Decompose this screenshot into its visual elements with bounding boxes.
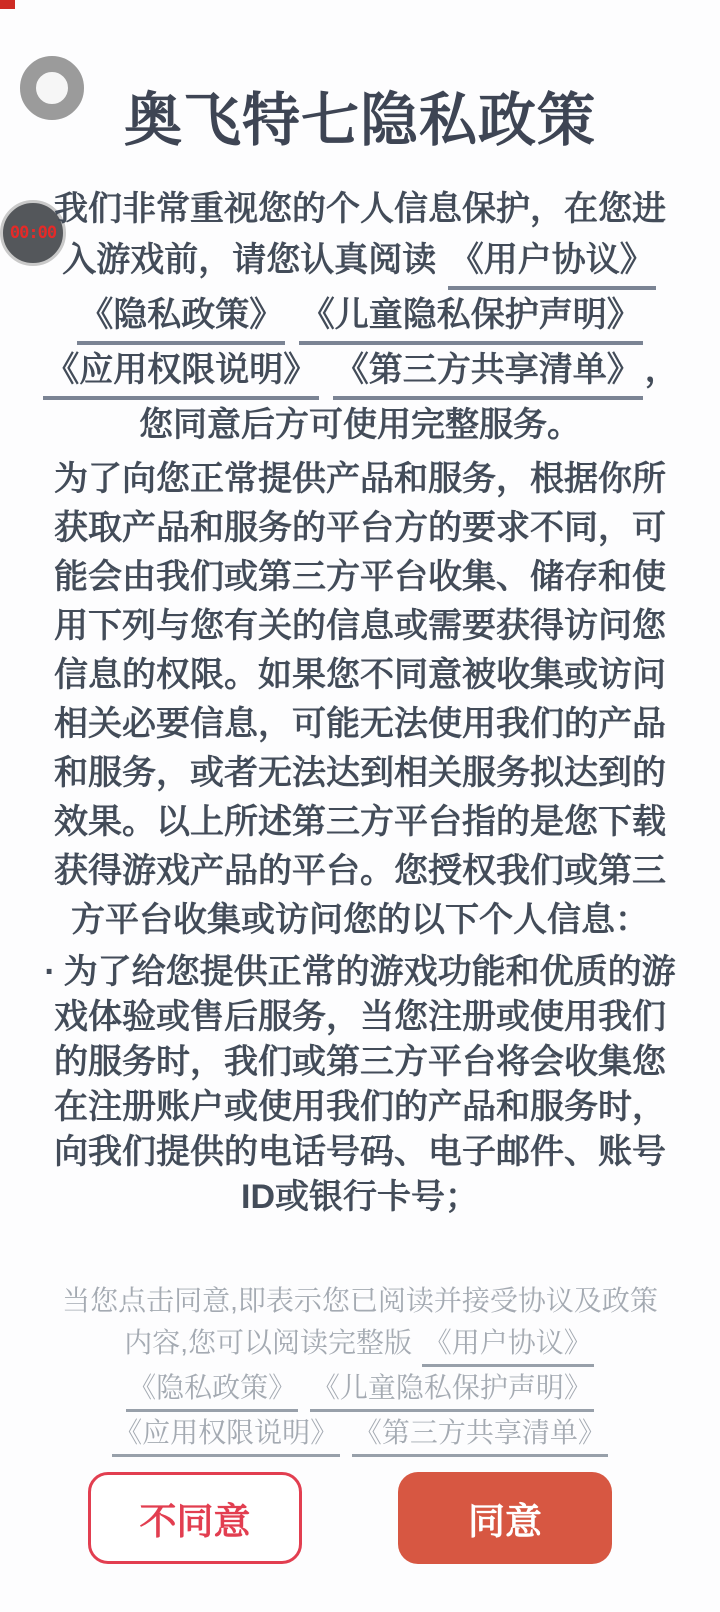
intro-paragraph (40, 184, 680, 451)
footer-link-privacy-policy[interactable]: 《隐私政策》 (126, 1367, 298, 1412)
footer-link-children-privacy-statement[interactable]: 《儿童隐私保护声明》 (310, 1367, 594, 1412)
link-privacy-policy[interactable]: 《隐私政策》 (77, 290, 285, 345)
footer-link-user-agreement[interactable]: 《用户协议》 (422, 1322, 594, 1367)
bullet-marker: · (44, 953, 56, 991)
intro-text-after: ，您同意后方可使用完整服务。 (139, 351, 679, 444)
disagree-button[interactable]: 不同意 (88, 1472, 302, 1564)
link-children-privacy-statement[interactable]: 《儿童隐私保护声明》 (299, 290, 643, 345)
recording-timer-value: 00:00 (9, 223, 57, 243)
bullet-item (40, 950, 680, 1220)
intro-text-before: 我们非常重视您的个人信息保护，在您进入游戏前，请您认真阅读 (54, 190, 666, 279)
link-user-agreement[interactable]: 《用户协议》 (448, 235, 656, 290)
record-indicator (0, 0, 15, 9)
collection-notice-paragraph: 为了向您正常提供产品和服务，根据你所获取产品和服务的平台方的要求不同，可能会由我们或第三方平台收集、储存和使用下列与您有关的信息或需要获得访问您信息的权限。如果您不同意被收集或访问相关必要信息，可能无法使用我们的产品和服务，或者无法达到相关服务拟达到的效果。以上所述第三方平台指的是您下载获得游戏产品的平台。您授权我们或第三方平台收集或访问您的以下个人信息： (54, 460, 666, 939)
footer-note (50, 1280, 670, 1457)
footer-link-app-permissions[interactable]: 《应用权限说明》 (112, 1412, 340, 1457)
agree-button[interactable]: 同意 (398, 1472, 612, 1564)
footer-link-third-party-sharing-list[interactable]: 《第三方共享清单》 (352, 1412, 608, 1457)
bullet-text: 为了给您提供正常的游戏功能和优质的游戏体验或售后服务，当您注册或使用我们的服务时，我们或第三方平台将会收集您在注册账户或使用我们的产品和服务时，向我们提供的电话号码、电子邮件、账号ID或银行卡号； (54, 953, 676, 1216)
dialog-title: 奥飞特七隐私政策 (123, 88, 596, 153)
link-app-permissions[interactable]: 《应用权限说明》 (43, 345, 319, 400)
link-third-party-sharing-list[interactable]: 《第三方共享清单》 (333, 345, 643, 400)
footer-text-before: 当您点击同意,即表示您已阅读并接受协议及政策内容,您可以阅读完整版 (62, 1285, 658, 1358)
